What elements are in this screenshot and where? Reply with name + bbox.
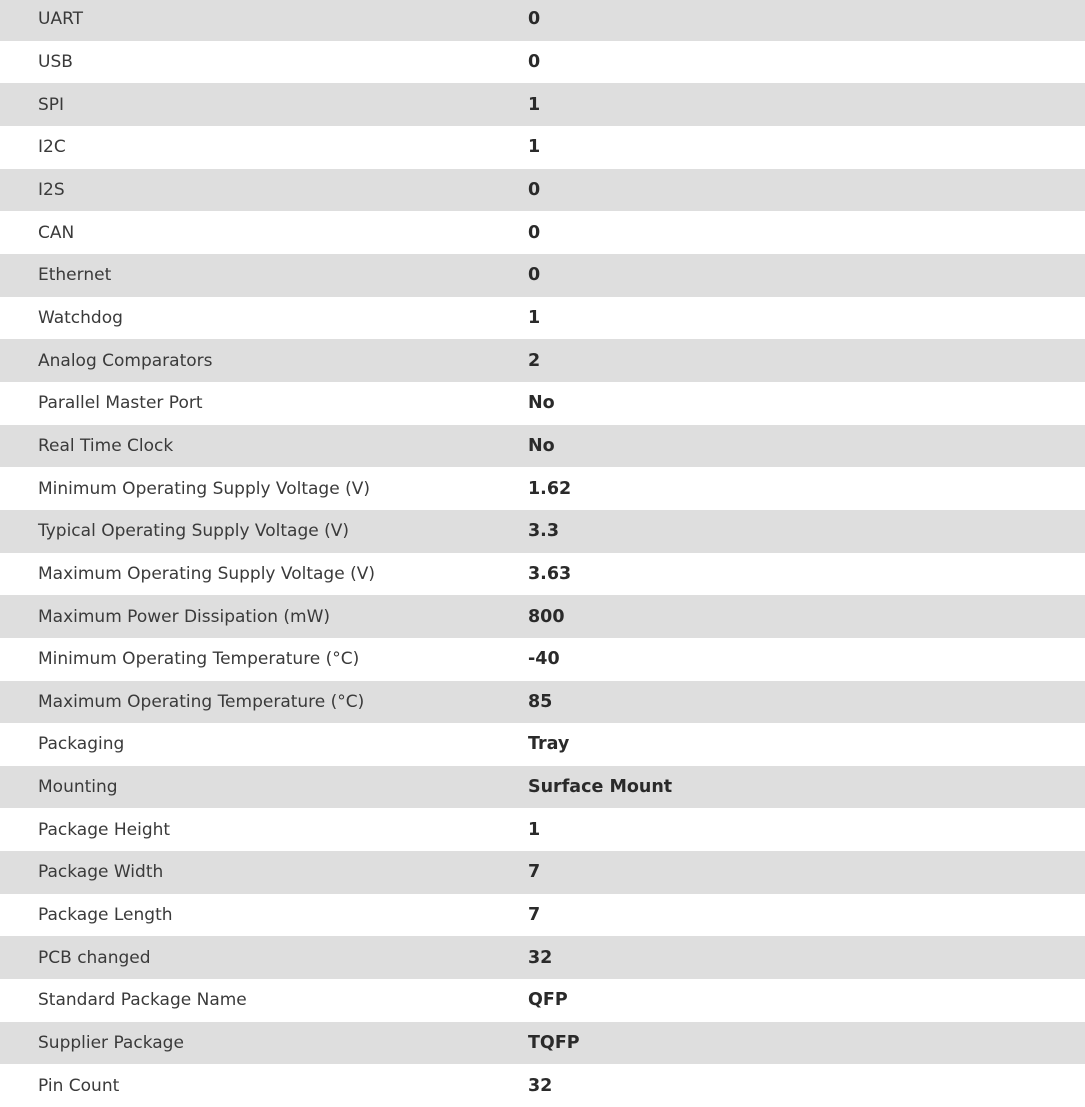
spec-row-watchdog — [0, 297, 1085, 340]
spec-row-supplier-package — [0, 1022, 1085, 1065]
spec-value: 2 — [528, 350, 541, 371]
spec-row-can — [0, 211, 1085, 254]
spec-value: TQFP — [528, 1033, 580, 1054]
spec-label: Supplier Package — [38, 1033, 184, 1054]
spec-label: Watchdog — [38, 307, 123, 328]
spec-label: Package Width — [38, 862, 164, 883]
spec-value: 0 — [528, 9, 541, 30]
spec-label: Mounting — [38, 777, 118, 798]
spec-row-package-length — [0, 894, 1085, 937]
spec-label: Standard Package Name — [38, 990, 247, 1011]
spec-value: 0 — [528, 179, 541, 200]
spec-row-usb — [0, 41, 1085, 84]
spec-value: 0 — [528, 51, 541, 72]
spec-row-spi — [0, 83, 1085, 126]
spec-row-uart — [0, 0, 1085, 41]
spec-row-analog-comparators — [0, 339, 1085, 382]
spec-label: USB — [38, 51, 73, 72]
spec-value: 1 — [528, 819, 541, 840]
spec-value: No — [528, 393, 555, 414]
spec-value: 7 — [528, 862, 541, 883]
spec-value: -40 — [528, 649, 560, 670]
spec-label: Parallel Master Port — [38, 393, 203, 414]
spec-label: Real Time Clock — [38, 435, 174, 456]
spec-value: 3.3 — [528, 521, 560, 542]
spec-value: 3.63 — [528, 563, 572, 584]
spec-row-mounting — [0, 766, 1085, 809]
spec-value: 800 — [528, 606, 565, 627]
spec-row-typical-supply-voltage — [0, 510, 1085, 553]
spec-row-i2s — [0, 169, 1085, 212]
spec-row-real-time-clock — [0, 425, 1085, 468]
spec-row-ethernet — [0, 254, 1085, 297]
spec-value: Surface Mount — [528, 777, 673, 798]
spec-label: Maximum Power Dissipation (mW) — [38, 606, 331, 627]
spec-label: Maximum Operating Supply Voltage (V) — [38, 563, 375, 584]
spec-label: Typical Operating Supply Voltage (V) — [38, 521, 349, 542]
spec-label: Package Length — [38, 905, 173, 926]
spec-label: Maximum Operating Temperature (°C) — [38, 691, 365, 712]
spec-value: 1 — [528, 94, 541, 115]
spec-row-standard-package-name — [0, 979, 1085, 1022]
spec-row-package-height — [0, 808, 1085, 851]
spec-label: Minimum Operating Supply Voltage (V) — [38, 478, 370, 499]
spec-label: PCB changed — [38, 947, 151, 968]
spec-value: QFP — [528, 990, 568, 1011]
spec-row-package-width — [0, 851, 1085, 894]
spec-label: I2S — [38, 179, 65, 200]
spec-value: 1.62 — [528, 478, 572, 499]
spec-value: 7 — [528, 905, 541, 926]
spec-row-pin-count — [0, 1064, 1085, 1107]
spec-row-max-power-dissipation — [0, 595, 1085, 638]
spec-label: Analog Comparators — [38, 350, 213, 371]
spec-value: 1 — [528, 307, 541, 328]
spec-label: Ethernet — [38, 265, 112, 286]
spec-label: I2C — [38, 137, 66, 158]
spec-value: 0 — [528, 265, 541, 286]
spec-label: CAN — [38, 222, 75, 243]
spec-label: Minimum Operating Temperature (°C) — [38, 649, 360, 670]
spec-label: Package Height — [38, 819, 171, 840]
spec-value: 32 — [528, 1075, 553, 1096]
spec-value: Tray — [528, 734, 570, 755]
spec-row-parallel-master-port — [0, 382, 1085, 425]
spec-label: SPI — [38, 94, 65, 115]
spec-row-max-supply-voltage — [0, 553, 1085, 596]
spec-value: 1 — [528, 137, 541, 158]
spec-label: UART — [38, 9, 84, 30]
spec-row-max-operating-temperature — [0, 681, 1085, 724]
spec-value: 0 — [528, 222, 541, 243]
spec-value: 85 — [528, 691, 553, 712]
spec-label: Pin Count — [38, 1075, 120, 1096]
spec-row-i2c — [0, 126, 1085, 169]
spec-value: 32 — [528, 947, 553, 968]
spec-row-min-supply-voltage — [0, 467, 1085, 510]
spec-row-pcb-changed — [0, 936, 1085, 979]
spec-row-packaging — [0, 723, 1085, 766]
spec-value: No — [528, 435, 555, 456]
spec-label: Packaging — [38, 734, 125, 755]
spec-row-min-operating-temperature — [0, 638, 1085, 681]
